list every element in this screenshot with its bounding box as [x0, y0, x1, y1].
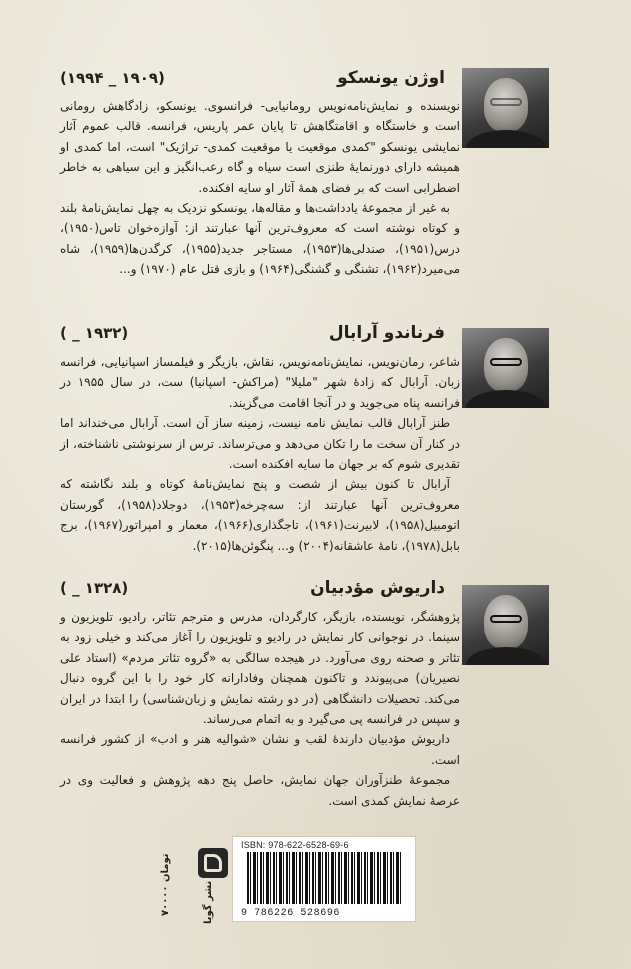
publisher-name: نشر گویا — [203, 880, 214, 924]
price-label: ۷۰۰۰۰ تومان — [160, 853, 171, 916]
author-heading-1 — [0, 68, 631, 94]
bio-paragraph: پژوهشگر، نویسنده، بازیگر، کارگردان، مدرس و مترجم تئاتر، رادیو، تلویزیون و سینما. در نوجوانی کار نمایش در رادیو و تلویزیون را آغاز می‌کند و خیلی زود به تئاتر و صحنه روی می‌آورد. در هیجده سالگی به «گروه تئاتر مردم» (استاد علی نصیریان) می‌پیوندد و تاکنون همچنان وفادارانه کار خود را با این گروه دنبال می‌کند. تحصیلات دانشگاهی (در دو رشته نمایش و زبان‌شناسی) را ابتدا در ایران و سپس در فرانسه پی می‌گیرد و به اتمام می‌رساند. — [60, 610, 460, 727]
goya-publisher-logo-icon — [198, 848, 228, 878]
author-bio-3 — [60, 607, 460, 811]
author-heading-3 — [0, 578, 631, 604]
author-dates: (۱۹۹۴ _ ۱۹۰۹) — [60, 69, 165, 87]
bio-paragraph: شاعر، رمان‌نویس، نمایش‌نامه‌نویس، نقاش، بازیگر و فیلمساز اسپانیایی، فرانسه زبان. آرابال که زادهٔ شهر "ملیلا" (مراکش- اسپانیا) ست، در سال ۱۹۵۵ در فرانسه پناه می‌جوید و در آنجا اقامت می‌گزیند. — [60, 355, 461, 410]
author-dates: ( _ ۱۳۲۸) — [60, 579, 129, 597]
bio-paragraph: به غیر از مجموعهٔ یادداشت‌ها و مقاله‌ها، یونسکو نزدیک به چهل نمایش‌نامهٔ بلند و کوتاه نوشته است که معروف‌ترین آنها عبارتند از: آوازه‌خوان تاس(۱۹۵۰)، درس(۱۹۵۱)، صندلی‌ها(۱۹۵۳)، مستاجر جدید(۱۹۵۵)، کرگدن‌ها(۱۹۵۹)، شاه می‌میرد(۱۹۶۲)، تشنگی و گشنگی(۱۹۶۴) و بازی قتل عام (۱۹۷۰) و... — [60, 201, 460, 277]
bio-paragraph: مجموعهٔ طنزآوران جهان نمایش، حاصل پنج دهه پژوهش و فعالیت وی در عرصهٔ نمایش کمدی است. — [60, 773, 460, 808]
author-name: فرناندو آرابال — [328, 323, 445, 343]
author-dates: ( _ ۱۹۳۲) — [60, 324, 129, 342]
author-name: داریوش مؤدبیان — [310, 578, 445, 598]
barcode-icon — [247, 852, 403, 904]
barcode-label — [232, 836, 416, 922]
author-bio-2 — [60, 352, 460, 556]
bio-paragraph: داریوش مؤدبیان دارندهٔ لقب و نشان «شوالیه هنر و ادب» از کشور فرانسه است. — [60, 732, 460, 767]
bio-paragraph: آرابال تا کنون بیش از شصت و پنج نمایش‌نامهٔ کوتاه و بلند نگاشته که معروف‌ترین آنها عبارتند از: سه‌چرخه(۱۹۵۳)، دوجلاد(۱۹۵۸)، گورستان اتومبیل(۱۹۵۸)، لابیرنت(۱۹۶۱)، تاجگذاری(۱۹۶۶)، معمار و امپراتور(۱۹۶۷)، برج بابل(۱۹۷۸)، نامهٔ عاشقانه(۲۰۰۴) و... پنگوئن‌ها(۲۰۱۵). — [60, 477, 461, 553]
author-heading-2 — [0, 323, 631, 349]
bio-paragraph: طنز آرابال قالب نمایش نامه نیست، زمینه ساز آن است. آرابال می‌خنداند اما در کنار آن سخت ما را تکان می‌دهد و می‌ترساند. ترس از سرنوشتی ناشناخته، از تقدیری شوم که بر جهان ما سایه افکنده است. — [60, 416, 460, 472]
author-name: اوژن یونسکو — [337, 68, 445, 88]
ean-number: 9 786226 528696 — [241, 908, 341, 919]
isbn-text: ISBN: 978-622-6528-69-6 — [241, 840, 349, 850]
bio-paragraph: نویسنده و نمایش‌نامه‌نویس رومانیایی- فرانسوی. یونسکو، زادگاهش رومانی است و خاستگاه و اقامتگاهش تا پایان عمر پاریس، فرانسه. قالب عموم آثار نمایشی یونسکو "کمدی موقعیت یا موقعیت کمدی- تراژیک" است، اما کمدی او همیشه دارای دورنمایهٔ طنزی است سیاه و گاه رعب‌انگیز و این سیاهی به خاطر اضطرابی است که بر فضای همهٔ آثار او سایه افکنده. — [60, 99, 460, 195]
author-bio-1 — [60, 96, 460, 280]
